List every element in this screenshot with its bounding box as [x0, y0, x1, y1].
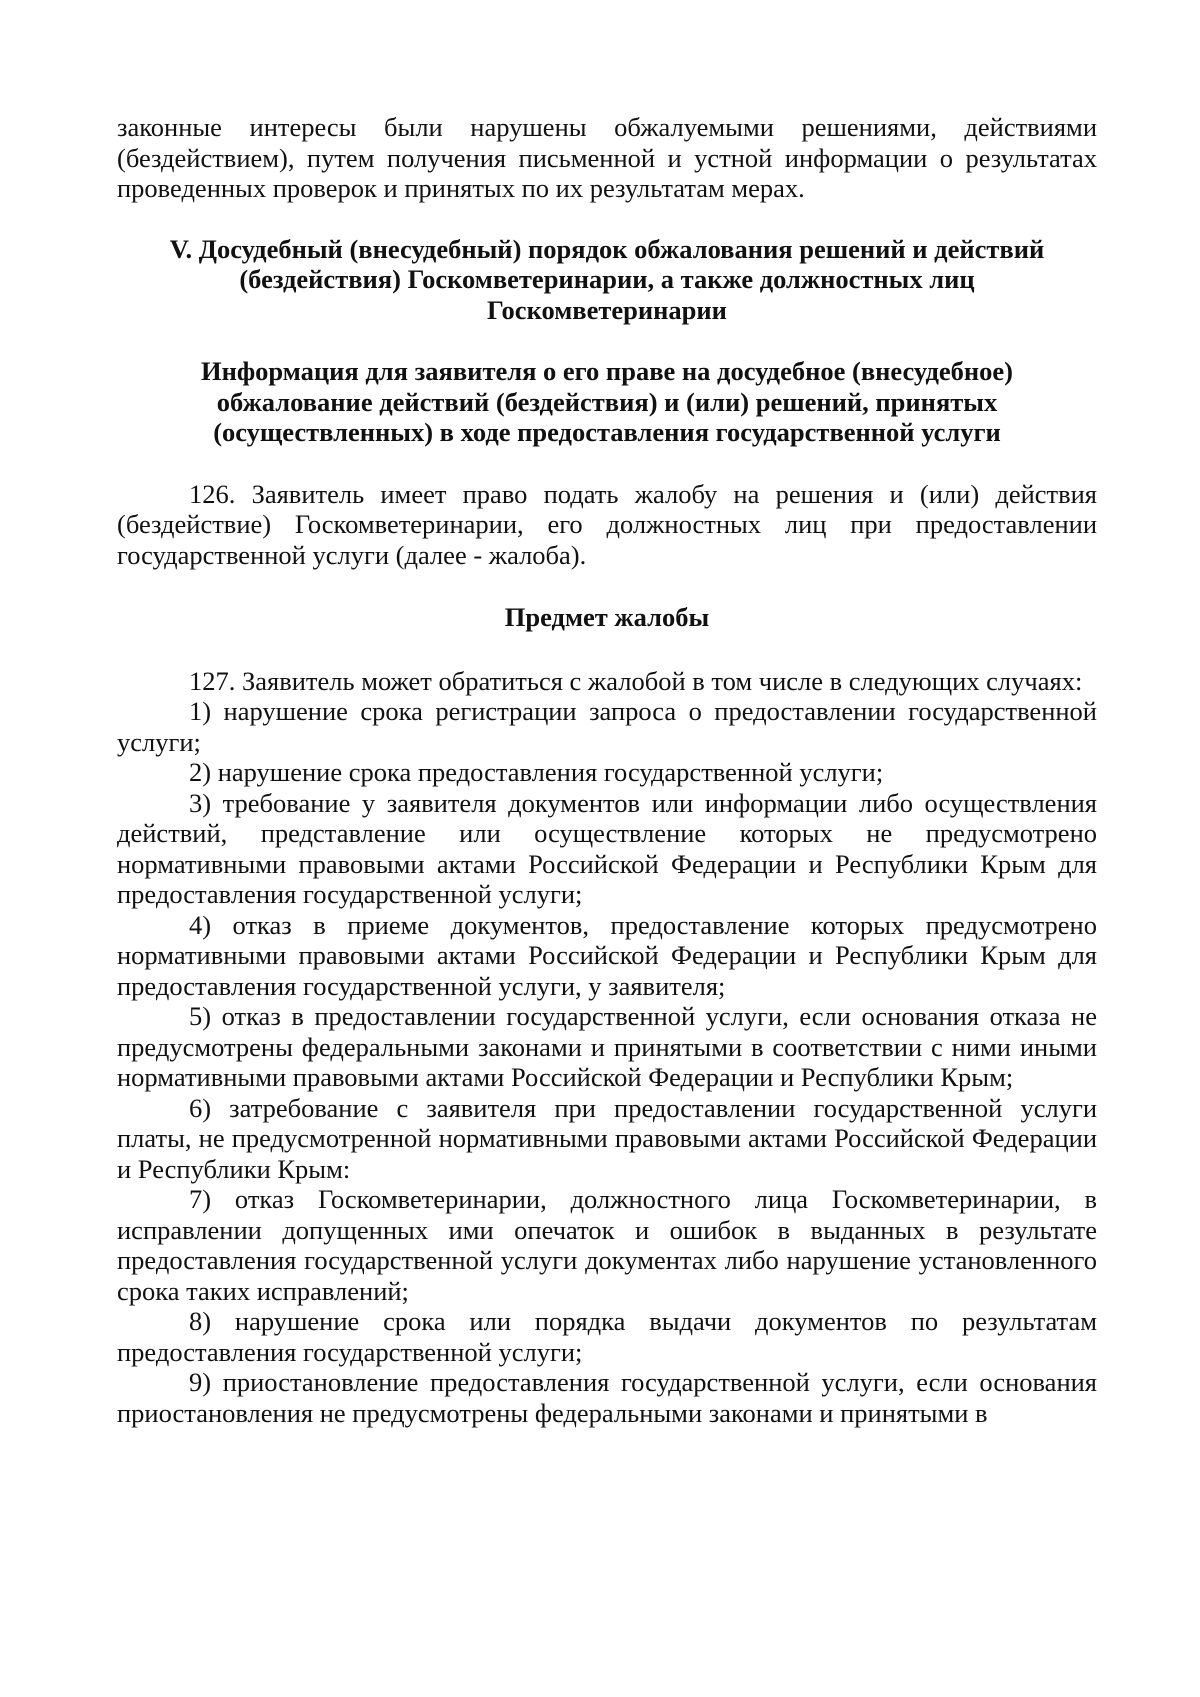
paragraph-126: 126. Заявитель имеет право подать жалобу на решения и (или) действия (бездействие) Госкомветеринарии, его должностных лиц при предоставлении государственной услуги (далее - жалоба).	[117, 478, 1097, 570]
intro-paragraph: законные интересы были нарушены обжалуемыми решениями, действиями (бездействием), путем получения письменной и устной информации о результатах проведенных проверок и принятых по их результатам мерах.	[117, 112, 1097, 203]
info-subheading-line: обжалование действий (бездействия) и (или) решений, принятых	[216, 386, 998, 417]
case-item-7: 7) отказ Госкомветеринарии, должностного лица Госкомветеринарии, в исправлении допущенных ими опечаток и ошибок в выданных в результате предоставления государственной услуги документах либо нарушение установленного срока таких исправлений;	[117, 1184, 1097, 1306]
paragraph-127: 127. Заявитель может обратиться с жалобой в том числе в следующих случаях:	[189, 665, 1083, 696]
info-subheading-line: (осуществленных) в ходе предоставления государственной услуги	[213, 417, 1001, 447]
case-item-5: 5) отказ в предоставлении государственной услуги, если основания отказа не предусмотрены федеральными законами и принятыми в соответствии с ними иными нормативными правовыми актами Российской Федерации и Республики Крым;	[117, 1001, 1097, 1092]
info-subheading	[117, 356, 1097, 448]
case-item-3: 3) требование у заявителя документов или информации либо осуществления действий, представление или осуществление которых не предусмотрено нормативными правовыми актами Российской Федерации и Республики Крым для предоставления государственной услуги;	[117, 787, 1097, 909]
case-item-1: 1) нарушение срока регистрации запроса о предоставлении государственной услуги;	[117, 696, 1097, 757]
section-heading-line: Госкомветеринарии	[487, 294, 727, 325]
section-heading-line: (бездействия) Госкомветеринарии, а также должностных лиц	[239, 264, 975, 294]
case-item-8: 8) нарушение срока или порядка выдачи документов по результатам предоставления государственной услуги;	[117, 1306, 1097, 1367]
case-item-4: 4) отказ в приеме документов, предоставление которых предусмотрено нормативными правовыми актами Российской Федерации и Республики Крым для предоставления государственной услуги, у заявителя;	[117, 909, 1097, 1001]
section-heading	[117, 234, 1097, 326]
case-item-9: 9) приостановление предоставления государственной услуги, если основания приостановления не предусмотрены федеральными законами и принятыми в	[117, 1367, 1097, 1428]
document-page	[117, 112, 1097, 1428]
case-item-6: 6) затребование с заявителя при предоставлении государственной услуги платы, не предусмотренной нормативными правовыми актами Российской Федерации и Республики Крым:	[117, 1092, 1097, 1184]
info-subheading-line: Информация для заявителя о его праве на досудебное (внесудебное)	[200, 356, 1014, 386]
section-heading-line: V. Досудебный (внесудебный) порядок обжалования решений и действий	[169, 233, 1045, 264]
subject-subheading: Предмет жалобы	[504, 602, 710, 632]
case-item-2: 2) нарушение срока предоставления государственной услуги;	[189, 757, 884, 787]
